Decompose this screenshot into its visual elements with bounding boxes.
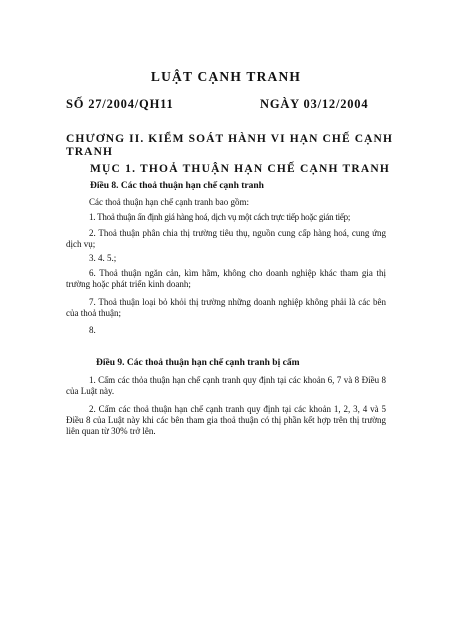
article-9-item-2: 2. Cấm các thoả thuận hạn chế cạnh tranh quy định tại các khoản 1, 2, 3, 4 và 5 Điều 8 của Luật này khi các bên tham gia thoả thuận có thị phần kết hợp trên thị trường liên quan từ 30% trở lên. [66, 404, 386, 436]
law-title: LUẬT CẠNH TRANH [150, 69, 302, 84]
article-8-item-7: 7. Thoả thuận loại bỏ khỏi thị trường những doanh nghiệp không phải là các bên của thoả thuận; [66, 297, 386, 318]
article-8-item-2: 2. Thoả thuận phân chia thị trường tiêu thụ, nguồn cung cấp hàng hoá, cung ứng dịch vụ; [66, 228, 386, 249]
section-heading: MỤC 1. THOẢ THUẬN HẠN CHẾ CẠNH TRANH [90, 163, 391, 175]
article-8-title: Điều 8. Các thoả thuận hạn chế cạnh tranh [90, 181, 264, 191]
article-8-item-8: 8. [89, 325, 96, 335]
article-8-items-3-5: 3. 4. 5.; [89, 253, 117, 263]
chapter-heading: CHƯƠNG II. KIỂM SOÁT HÀNH VI HẠN CHẾ CẠNH TRANH [66, 133, 393, 158]
article-8-intro: Các thoả thuận hạn chế cạnh tranh bao gồm: [89, 197, 249, 207]
article-8-item-1: 1. Thoả thuận ấn định giá hàng hoá, dịch vụ một cách trực tiếp hoặc gián tiếp; [89, 212, 351, 222]
law-number: SỐ 27/2004/QH11 [66, 97, 174, 111]
law-date: NGÀY 03/12/2004 [260, 97, 369, 111]
article-8-item-6: 6. Thoả thuận ngăn cản, kìm hãm, không cho doanh nghiệp khác tham gia thị trường hoặc phát triển kinh doanh; [66, 268, 386, 289]
article-9-title: Điều 9. Các thoả thuận hạn chế cạnh tranh bị cấm [96, 358, 300, 368]
article-9-item-1: 1. Cấm các thỏa thuận hạn chế cạnh tranh quy định tại các khoản 6, 7 và 8 Điều 8 của Luật này. [66, 375, 386, 396]
